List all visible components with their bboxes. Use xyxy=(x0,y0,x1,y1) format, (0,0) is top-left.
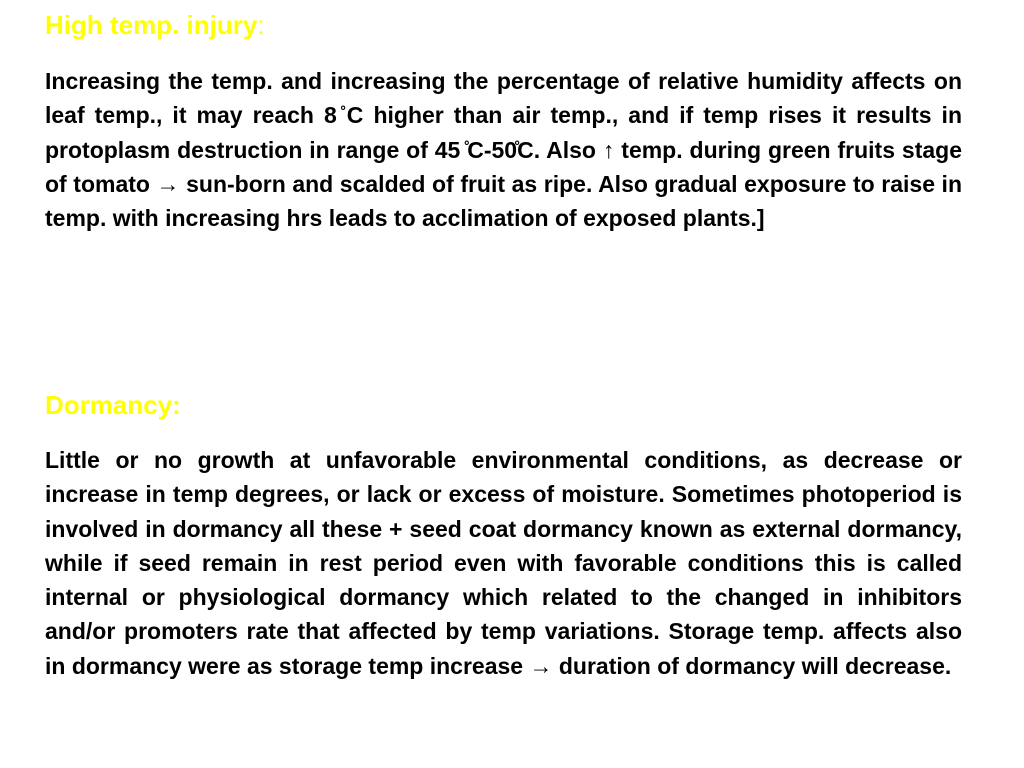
section-body-dormancy: Little or no growth at unfavorable environmental conditions, as decrease or increase in temp degrees, or lack or excess of moisture. Sometimes photoperiod is involved in dormancy all these + seed coat dormancy known as external dormancy, while if seed remain in rest period even with favorable conditions this is called internal or physiological dormancy which related to the changed in inhibitors and/or promoters rate that affected by temp variations. Storage temp. affects also in dormancy were as storage temp increase → duration of dormancy will decrease. xyxy=(45,447,962,679)
heading-colon: : xyxy=(257,10,265,40)
section-body-high-temp-injury: Increasing the temp. and increasing the percentage of relative humidity affects on leaf temp., it may reach 8 ̊C higher than air temp., and if temp rises it results in protoplasm destruction in range of 45 ̊C-50̊C. Also ↑ temp. during green fruits stage of tomato → sun-born and scalded of fruit as ripe. Also gradual exposure to raise in temp. with increasing hrs leads to acclimation of exposed plants.] xyxy=(45,68,962,232)
section-heading-dormancy: Dormancy: xyxy=(45,390,181,420)
heading-text: High temp. injury xyxy=(45,10,258,40)
section-heading-high-temp-injury xyxy=(45,10,265,40)
